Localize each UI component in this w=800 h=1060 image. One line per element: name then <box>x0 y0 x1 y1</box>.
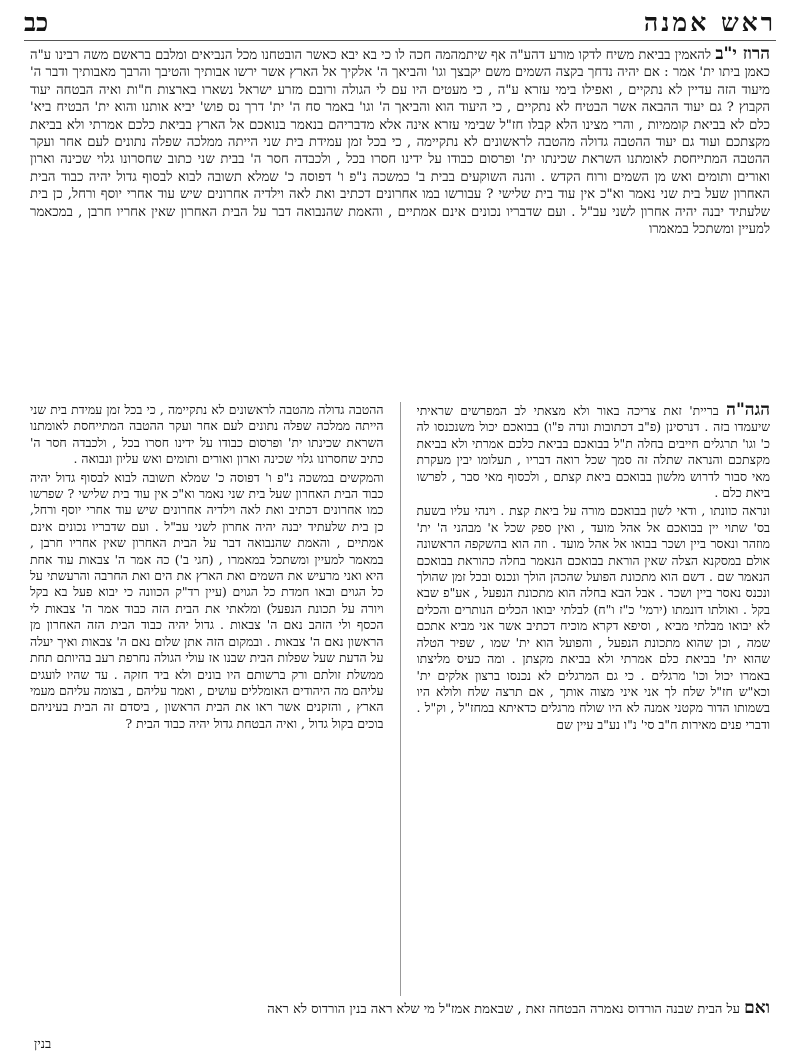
column-divider <box>400 402 401 996</box>
catchword: בנין <box>34 1037 52 1052</box>
running-header <box>24 6 776 41</box>
body-text: ההטבה גדולה מהטבה לראשונים לא נתקיימה , כי בכל זמן עמידת בית שני הייתה ממלכה שפלה נתונים לעם אחר ועקר ההטבה המתייחסת לאומתנו השראת שכינתו ית' ופרסום כבודו על ידינו חסרו בכל , ולכבדה חסר ה' כתיב שחסרונו גלוי שכינה וארון ואורים ותומים ואש עליון ונבואה . <box>30 402 384 467</box>
section-heading: הרוז י"ב <box>715 46 770 64</box>
body-text: והמקשים במשכה נ"פ ו' דפוסה כ' שמלא תשובה לבוא לבסוף גדול יהיה כבוד הבית האחרון שעל בית שני נאמר וא"כ אין עוד בית שלישי ? שפרשו כמו אחרונים דכתיב ואת לאה וילדיה אחרונים שיש עוד אחרי יוסף ורחל, כן בית שלעתיד יבנה יהיה אחרון לשני עב"ל . ועם שדבריו נכונים אינם אמתיים , והאמת שהנבואה דבר על הבית האחרון שאין אחריו חרבן , במאמר למעיין ומשתכל במאמרו , (חגי ב') כה אמר ה' צבאות עוד אחת היא ואני מרעיש את השמים ואת הארץ את הים ואת החרבה והרעשתי על כל הגוים ובאו חמדת כל הגוים (עיין רד"ק הכוונה כי יבוא פעל בא בקל ויורה על תכונת הנפעל) ומלאתי את הבית הזה כבוד אמר ה' צבאות לי הכסף ולי הזהב נאם ה' צבאות . גדול יהיה כבוד הבית הזה האחרון מן הראשון נאם ה' צבאות . ובמקום הזה אתן שלום נאם ה' צבאות ואיך יעלה על הדעת שעל שפלות הבית שבנו אז עולי הגולה נחרפת רעב בהיותם תחת ממשלת זולתם ורק ברשותם היו בונים ולא ביד חזקה . עד שהיו לועגים עליהם מה היהודים האומללים עושים , ואמר עליהם , בצומה עליהם מעמי הארץ , והזקנים אשר ראו את הבית הראשון , ביסדם זה הבית בעיניהם בוכים בקול גדול , ואיה הבטחת גדול יהיה כבוד הבית ? <box>30 469 384 731</box>
body-paragraph <box>30 402 384 468</box>
main-text-block <box>30 46 770 398</box>
main-text: להאמין בביאת משיח לדקו מורע דהע"ה אף שיתמהמה חכה לו כי בא יבא כאשר הובטחנו מכל הנביאים ומלבם בראשם משה רבינו ע"ה כאמן ביתו ית' אמר : אם יהיה נדחך בקצה השמים משם יקבצך וגו' והביאך ה' אלקיך אל הארץ אשר ירשו אבותיך והטיבך והרבך מאבותיך ודבר ה' מיעוד הזה עדיין לא נתקיים , ואפילו בימי עזרא ע"ה , כי מעטים היו עם לי הגולה ורובם מזרע ישראל נשארו בארצות ח"ות ואיה הבטחה יעוד הקבוץ ? גם יעוד ההבאה אשר הבטיח לא נתקיים , כי היעוד הוא והביאך ה' וגו' באמר סח ה' ית' דרך נס פוש' יביא אותנו והוא ית' הבטיח ביא' כלם לא בביאת קוממיות , והרי מצינו הלא קבלו חז"ל שבימי עזרא אינה אלא מדבריהם בנאמר בנואכם אל הארץ בביאת כלכם אמרתי ולא בביאת מקצתכם ועוד גם יעוד ההטבה גדולה מהטבה לראשונים לא נתקיימה , כי בכל זמן עמידת בית שני הייתה ממלכה שפלה נתונים לעם אחר ועקר ההטבה המתייחסת לאומתנו השראת שכינתו ית' ופרסום כבודו על ידינו חסרו בכל , ולכבדה חסר ה' בבית שני כתוב שחסרונו גלוי שכינה וארון ואורים ותומים ואש מן השמים ורוח הקדש . והנה השוקעים בבית ב' כמשכה נ"פ ו' דפוסה כ' שמלא תשובה לבוא לבסוף גדול יהיה כבוד הבית האחרון שעל בית שני נאמר וא"כ אין עוד בית שלישי ? עבורשו במו אחרונים דכתיב ואת לאה וילדיה אחרונים שיש עוד אחרי יוסף ורחל, כן בית שלעתיד יבנה יהיה אחרון לשני עב"ל . ועם שדבריו נכונים אינם אמתיים , והאמת שהנבואה דבר על הבית האחרון שאין אחריו חרבן , במכאמר למעיין ומשתכל במאמרו <box>30 48 770 238</box>
left-column <box>30 402 384 996</box>
bottom-text: על הבית שבנה הורדוס נאמרה הבטחה זאת , שבאמת אמז"ל מי שלא ראה בנין הורדוס לא ראה <box>267 1002 740 1017</box>
page-number: כב <box>24 8 49 37</box>
gloss-text: ונראה כוונתו , ודאי לשון בבואכם מורה על ביאת קצת . וינהי עליו בשעת בס' שתוי יין בבואכם אל אהל מועד , ואין ספק שכל א' מבהני ה' ית' מוזהר ונאסר ביין ושכר בבואו אל אהל מועד . וזה הוא בהשקפה הראשונה אולם במסקנא הצלה שאין הוראת בבואכם הנאמר בחלה כהוראת בבואכם הנאמר שם . דשם הוא מתכונת הפועל שהכהן הולך ונכנס ובכל זמן שהולך ונכנס נאסר ביין ושכר . אבל הבא בחלה הוא מתכונת הנפעל , אע"פ שבא בקל . ואולתו דונמתו (ירמי' כ"ז ו"ח) לבלתי יבואו הכלים הנותרים והכלים לא יבואו מבלתי מביא , וסיפא דקרא מוכיח דכתיב אשר אני מביא אתכם שמה , וכן שהוא מתכונת הנפעל , והפועל הוא ית' שמו , שפיר הטלה שהוא ית' בביאת כלם אמרתי ולא בביאת מקצתן . ומה כעיס מליצתו באמרו יכול וכו' מרגלים . כי גם המרגלים לא נכנסו ברצון אלקים ית' וכא"ש חז"ל שלח לך אני איני מצוה אותך , אם תרצה שלח ולולא היו בשמותו הדור מקטני אמנה לא היו שולח מרגלים כדאיתא במחז"ל , וק"ל . ודברי פנים מאירות ח"ב סי' נ"ו נע"ב עיין שם <box>416 503 770 732</box>
bottom-heading: ואם <box>744 998 770 1018</box>
gloss-heading: הגה"ה <box>726 402 770 420</box>
gloss-paragraph <box>417 503 771 733</box>
running-title: ראש אמנה <box>643 8 776 37</box>
gloss-text: בריית' זאת צריכה באור ולא מצאתי לב המפרשים שראיתי שיעמדו בזה . דנרסינן (פ"ב דכתובות ונדה פ"ו) בבואכם יכול משנכנסו לה כ' וגו' תרגלים חייבים בחלה ת"ל בבואכם בביאת כלכם אמרתי ולא בביאת מקצתכם והנראה שתלה זה סמך שכל רואה דבריו , תעלומו יבין מעקרת מאי סבור לדרוש מלשון בבואכם ביאת קצתם , ולכסוף מאי סבר , לפרשו ביאת כלם . <box>416 403 770 501</box>
right-column <box>417 402 771 996</box>
bottom-text-block <box>30 1000 770 1018</box>
body-paragraph <box>30 470 384 733</box>
gloss-paragraph <box>417 402 771 501</box>
two-column-area <box>30 402 770 996</box>
